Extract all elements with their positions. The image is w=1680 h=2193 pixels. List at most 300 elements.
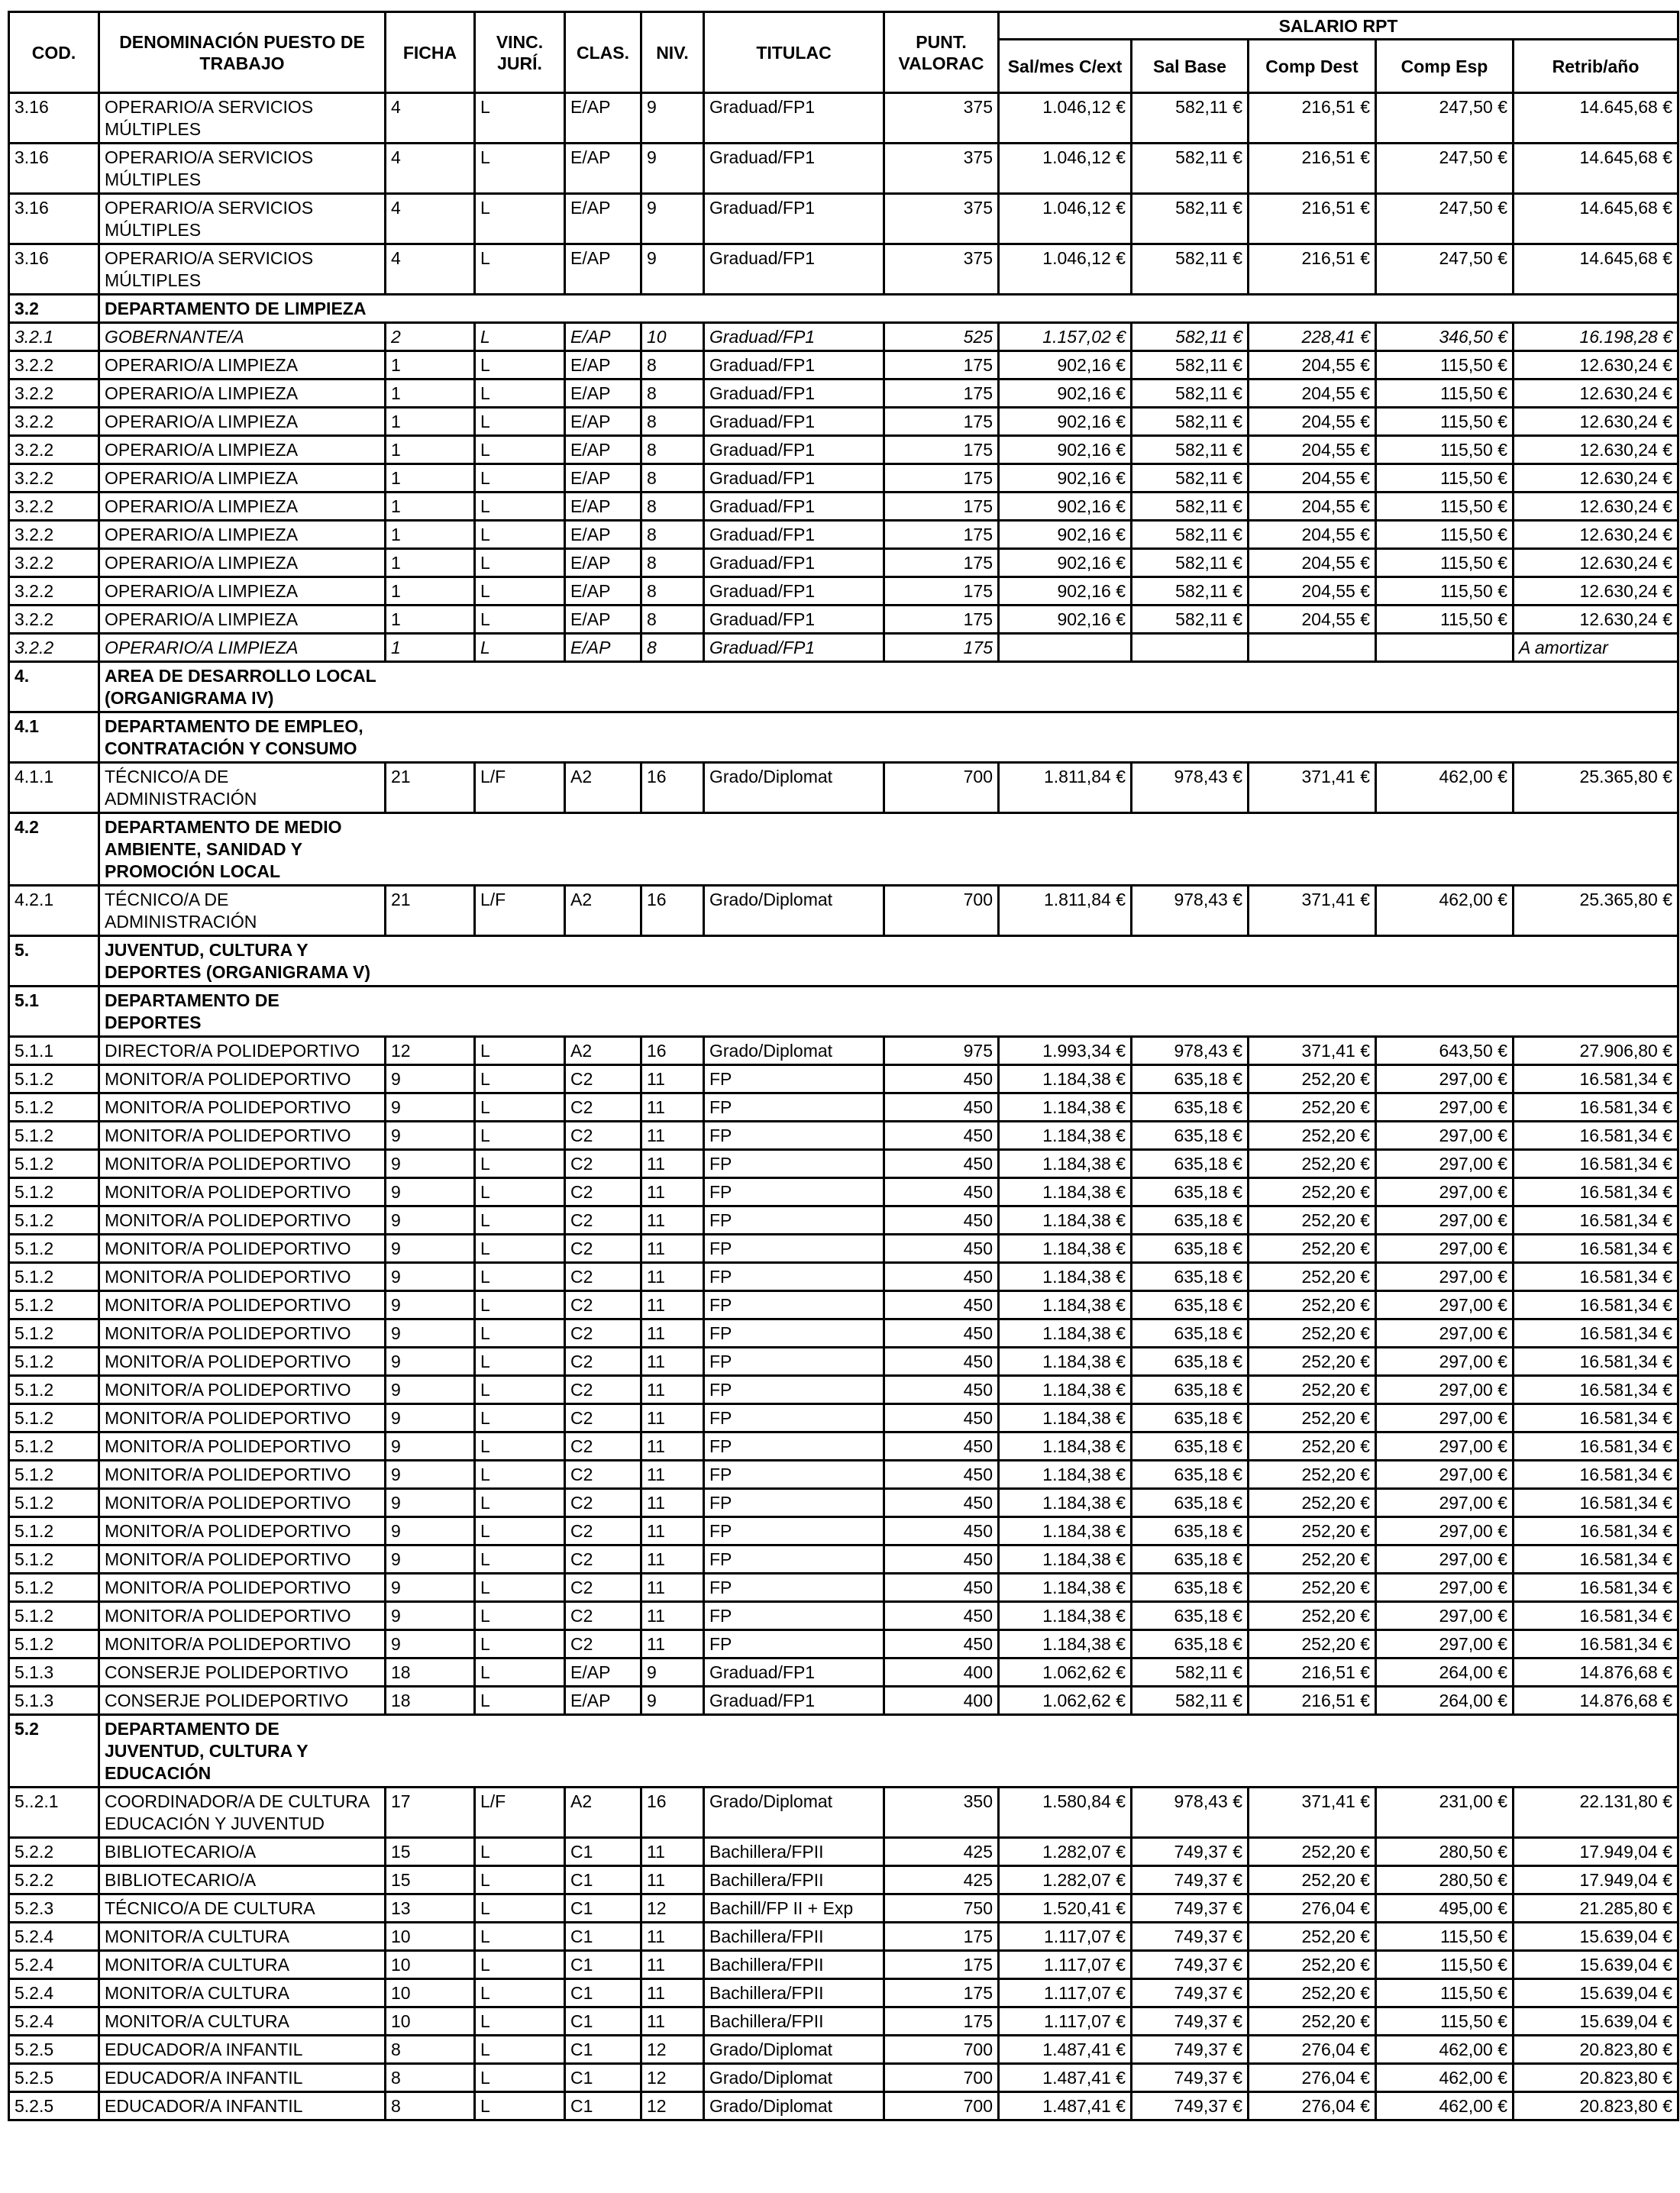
ficha-cell: 9	[386, 1093, 475, 1122]
denominacion-cell: MONITOR/A POLIDEPORTIVO	[99, 1263, 386, 1291]
comp-esp-cell: 115,50 €	[1376, 521, 1514, 549]
retrib-cell: 12.630,24 €	[1514, 493, 1678, 521]
punt-cell: 375	[884, 244, 999, 295]
cod-cell: 5.1.1	[9, 1037, 99, 1065]
denominacion-cell: MONITOR/A POLIDEPORTIVO	[99, 1602, 386, 1630]
vinc-cell: L	[475, 1037, 565, 1065]
punt-cell: 450	[884, 1376, 999, 1404]
comp-dest-cell: 252,20 €	[1249, 1206, 1376, 1235]
sal-base-cell: 635,18 €	[1132, 1263, 1249, 1291]
cod-cell: 5.1.2	[9, 1235, 99, 1263]
comp-dest-cell: 204,55 €	[1249, 351, 1376, 379]
vinc-cell: L	[475, 464, 565, 493]
comp-esp-cell: 297,00 €	[1376, 1206, 1514, 1235]
sal-mes-cell: 1.184,38 €	[999, 1404, 1132, 1432]
titulac-cell: FP	[704, 1545, 884, 1574]
sal-mes-cell: 1.184,38 €	[999, 1348, 1132, 1376]
denominacion-cell: MONITOR/A POLIDEPORTIVO	[99, 1574, 386, 1602]
vinc-cell: L	[475, 1489, 565, 1517]
denominacion-cell: OPERARIO/A LIMPIEZA	[99, 521, 386, 549]
titulac-cell: FP	[704, 1206, 884, 1235]
ficha-cell: 1	[386, 634, 475, 662]
sal-base-cell: 635,18 €	[1132, 1432, 1249, 1461]
sal-base-cell: 635,18 €	[1132, 1574, 1249, 1602]
sal-base-cell: 582,11 €	[1132, 323, 1249, 351]
niv-cell: 11	[641, 1235, 704, 1263]
niv-cell: 9	[641, 194, 704, 244]
comp-esp-cell: 247,50 €	[1376, 244, 1514, 295]
sal-base-cell: 749,37 €	[1132, 1979, 1249, 2007]
cod-cell: 5.1.2	[9, 1291, 99, 1319]
titulac-cell: FP	[704, 1574, 884, 1602]
retrib-cell: 16.581,34 €	[1514, 1404, 1678, 1432]
vinc-cell: L	[475, 521, 565, 549]
cod-cell: 3.2.1	[9, 323, 99, 351]
comp-esp-cell: 115,50 €	[1376, 577, 1514, 606]
titulac-cell: FP	[704, 1291, 884, 1319]
sal-base-cell: 635,18 €	[1132, 1291, 1249, 1319]
retrib-cell: 15.639,04 €	[1514, 1979, 1678, 2007]
cod-cell: 5.1.2	[9, 1602, 99, 1630]
titulac-cell: FP	[704, 1178, 884, 1206]
denominacion-cell: OPERARIO/A LIMPIEZA	[99, 464, 386, 493]
vinc-cell: L	[475, 1687, 565, 1715]
vinc-cell: L	[475, 493, 565, 521]
table-row	[9, 1951, 1678, 1979]
cod-cell: 5..2.1	[9, 1788, 99, 1838]
niv-cell: 9	[641, 93, 704, 144]
cod-cell: 5.1.2	[9, 1517, 99, 1545]
titulac-cell: FP	[704, 1348, 884, 1376]
comp-esp-cell: 297,00 €	[1376, 1574, 1514, 1602]
niv-cell: 11	[641, 1979, 704, 2007]
niv-cell: 12	[641, 1894, 704, 1923]
clas-cell: A2	[565, 763, 641, 813]
comp-dest-cell: 252,20 €	[1249, 1574, 1376, 1602]
vinc-cell: L	[475, 1348, 565, 1376]
table-row	[9, 549, 1678, 577]
denominacion-cell: MONITOR/A POLIDEPORTIVO	[99, 1489, 386, 1517]
punt-cell: 375	[884, 93, 999, 144]
ficha-cell: 9	[386, 1122, 475, 1150]
ficha-cell: 9	[386, 1404, 475, 1432]
punt-cell: 175	[884, 1979, 999, 2007]
vinc-cell: L	[475, 1923, 565, 1951]
denominacion-cell: OPERARIO/A LIMPIEZA	[99, 549, 386, 577]
niv-cell: 11	[641, 1630, 704, 1658]
ficha-cell: 1	[386, 408, 475, 436]
table-row	[9, 1574, 1678, 1602]
sal-base-cell: 582,11 €	[1132, 1658, 1249, 1687]
clas-cell: C2	[565, 1432, 641, 1461]
header-punt: PUNT. VALORAC	[884, 12, 999, 93]
comp-dest-cell: 371,41 €	[1249, 886, 1376, 936]
sal-mes-cell: 1.157,02 €	[999, 323, 1132, 351]
retrib-cell: 14.645,68 €	[1514, 244, 1678, 295]
table-row	[9, 351, 1678, 379]
titulac-cell: Bachillera/FPII	[704, 1838, 884, 1866]
punt-cell: 175	[884, 2007, 999, 2036]
denominacion-cell: MONITOR/A POLIDEPORTIVO	[99, 1235, 386, 1263]
cod-cell: 5.1.2	[9, 1206, 99, 1235]
sal-mes-cell: 1.184,38 €	[999, 1150, 1132, 1178]
clas-cell: C2	[565, 1291, 641, 1319]
comp-dest-cell: 216,51 €	[1249, 194, 1376, 244]
comp-dest-cell: 204,55 €	[1249, 577, 1376, 606]
niv-cell: 9	[641, 1687, 704, 1715]
header-titulac: TITULAC	[704, 12, 884, 93]
punt-cell: 375	[884, 144, 999, 194]
clas-cell: C2	[565, 1348, 641, 1376]
section-empty	[386, 813, 1678, 886]
denominacion-cell: MONITOR/A CULTURA	[99, 2007, 386, 2036]
table-row	[9, 1545, 1678, 1574]
table-row	[9, 1206, 1678, 1235]
header-salario-group: SALARIO RPT	[999, 12, 1678, 40]
comp-esp-cell: 297,00 €	[1376, 1291, 1514, 1319]
cod-cell: 5.2.2	[9, 1866, 99, 1894]
vinc-cell: L/F	[475, 1788, 565, 1838]
cod-cell: 5.2.5	[9, 2036, 99, 2064]
titulac-cell: FP	[704, 1376, 884, 1404]
denominacion-cell: EDUCADOR/A INFANTIL	[99, 2064, 386, 2092]
comp-esp-cell: 297,00 €	[1376, 1376, 1514, 1404]
ficha-cell: 1	[386, 379, 475, 408]
table-row	[9, 464, 1678, 493]
ficha-cell: 9	[386, 1489, 475, 1517]
vinc-cell: L	[475, 1178, 565, 1206]
vinc-cell: L/F	[475, 763, 565, 813]
retrib-cell: 12.630,24 €	[1514, 351, 1678, 379]
clas-cell: C2	[565, 1545, 641, 1574]
table-row	[9, 1291, 1678, 1319]
vinc-cell: L	[475, 1838, 565, 1866]
sal-mes-cell: 1.184,38 €	[999, 1235, 1132, 1263]
comp-esp-cell: 297,00 €	[1376, 1461, 1514, 1489]
niv-cell: 8	[641, 351, 704, 379]
section-row	[9, 712, 1678, 763]
comp-esp-cell: 297,00 €	[1376, 1150, 1514, 1178]
sal-base-cell: 635,18 €	[1132, 1545, 1249, 1574]
sal-mes-cell: 1.184,38 €	[999, 1376, 1132, 1404]
clas-cell: E/AP	[565, 244, 641, 295]
table-row	[9, 1376, 1678, 1404]
sal-mes-cell: 1.184,38 €	[999, 1206, 1132, 1235]
clas-cell: C1	[565, 2064, 641, 2092]
table-row	[9, 634, 1678, 662]
table-row	[9, 1489, 1678, 1517]
retrib-cell: 16.581,34 €	[1514, 1376, 1678, 1404]
retrib-cell: 22.131,80 €	[1514, 1788, 1678, 1838]
denominacion-cell: CONSERJE POLIDEPORTIVO	[99, 1658, 386, 1687]
denominacion-cell: MONITOR/A POLIDEPORTIVO	[99, 1122, 386, 1150]
sal-base-cell: 582,11 €	[1132, 606, 1249, 634]
table-row	[9, 2064, 1678, 2092]
cod-cell: 3.2.2	[9, 436, 99, 464]
sal-mes-cell: 1.046,12 €	[999, 93, 1132, 144]
comp-dest-cell: 204,55 €	[1249, 379, 1376, 408]
sal-mes-cell	[999, 634, 1132, 662]
cod-cell: 5.2.3	[9, 1894, 99, 1923]
retrib-cell: 16.581,34 €	[1514, 1235, 1678, 1263]
titulac-cell: Graduad/FP1	[704, 244, 884, 295]
table-row	[9, 1122, 1678, 1150]
punt-cell: 175	[884, 379, 999, 408]
sal-mes-cell: 902,16 €	[999, 493, 1132, 521]
retrib-cell: 16.581,34 €	[1514, 1545, 1678, 1574]
comp-dest-cell: 252,20 €	[1249, 1319, 1376, 1348]
retrib-cell: 27.906,80 €	[1514, 1037, 1678, 1065]
sal-base-cell: 635,18 €	[1132, 1178, 1249, 1206]
punt-cell: 450	[884, 1348, 999, 1376]
sal-base-cell: 635,18 €	[1132, 1319, 1249, 1348]
clas-cell: C2	[565, 1093, 641, 1122]
section-cod: 4.2	[9, 813, 99, 886]
comp-esp-cell: 115,50 €	[1376, 379, 1514, 408]
vinc-cell: L	[475, 549, 565, 577]
retrib-cell: 12.630,24 €	[1514, 549, 1678, 577]
titulac-cell: FP	[704, 1602, 884, 1630]
niv-cell: 11	[641, 1461, 704, 1489]
denominacion-cell: MONITOR/A POLIDEPORTIVO	[99, 1432, 386, 1461]
ficha-cell: 17	[386, 1788, 475, 1838]
comp-dest-cell: 204,55 €	[1249, 521, 1376, 549]
retrib-cell: 14.645,68 €	[1514, 93, 1678, 144]
table-row	[9, 194, 1678, 244]
clas-cell: E/AP	[565, 436, 641, 464]
ficha-cell: 1	[386, 606, 475, 634]
sal-base-cell: 978,43 €	[1132, 886, 1249, 936]
table-row	[9, 1404, 1678, 1432]
comp-esp-cell: 115,50 €	[1376, 1951, 1514, 1979]
sal-base-cell: 635,18 €	[1132, 1376, 1249, 1404]
retrib-cell: 14.645,68 €	[1514, 194, 1678, 244]
ficha-cell: 9	[386, 1545, 475, 1574]
comp-dest-cell: 252,20 €	[1249, 1489, 1376, 1517]
clas-cell: C2	[565, 1150, 641, 1178]
comp-esp-cell: 297,00 €	[1376, 1489, 1514, 1517]
titulac-cell: FP	[704, 1432, 884, 1461]
clas-cell: E/AP	[565, 606, 641, 634]
vinc-cell: L	[475, 1319, 565, 1348]
retrib-cell: 16.581,34 €	[1514, 1065, 1678, 1093]
table-row	[9, 763, 1678, 813]
retrib-cell: 16.581,34 €	[1514, 1263, 1678, 1291]
comp-dest-cell: 276,04 €	[1249, 2036, 1376, 2064]
retrib-cell: 15.639,04 €	[1514, 2007, 1678, 2036]
denominacion-cell: OPERARIO/A LIMPIEZA	[99, 634, 386, 662]
table-row	[9, 1178, 1678, 1206]
sal-mes-cell: 1.184,38 €	[999, 1602, 1132, 1630]
punt-cell: 425	[884, 1866, 999, 1894]
niv-cell: 11	[641, 1545, 704, 1574]
cod-cell: 3.2.2	[9, 408, 99, 436]
niv-cell: 11	[641, 1348, 704, 1376]
niv-cell: 12	[641, 2064, 704, 2092]
section-row	[9, 662, 1678, 712]
niv-cell: 8	[641, 606, 704, 634]
denominacion-cell: OPERARIO/A LIMPIEZA	[99, 436, 386, 464]
titulac-cell: Graduad/FP1	[704, 1658, 884, 1687]
titulac-cell: Graduad/FP1	[704, 323, 884, 351]
titulac-cell: Graduad/FP1	[704, 93, 884, 144]
niv-cell: 11	[641, 1574, 704, 1602]
clas-cell: A2	[565, 1788, 641, 1838]
comp-esp-cell: 495,00 €	[1376, 1894, 1514, 1923]
comp-esp-cell: 297,00 €	[1376, 1065, 1514, 1093]
titulac-cell: Grado/Diplomat	[704, 763, 884, 813]
comp-esp-cell: 297,00 €	[1376, 1093, 1514, 1122]
denominacion-cell: BIBLIOTECARIO/A	[99, 1866, 386, 1894]
niv-cell: 8	[641, 379, 704, 408]
table-row	[9, 1630, 1678, 1658]
sal-mes-cell: 1.811,84 €	[999, 763, 1132, 813]
sal-mes-cell: 1.117,07 €	[999, 1979, 1132, 2007]
comp-dest-cell: 252,20 €	[1249, 1178, 1376, 1206]
vinc-cell: L	[475, 379, 565, 408]
niv-cell: 9	[641, 244, 704, 295]
comp-dest-cell: 204,55 €	[1249, 549, 1376, 577]
sal-mes-cell: 1.184,38 €	[999, 1065, 1132, 1093]
comp-dest-cell	[1249, 634, 1376, 662]
punt-cell: 700	[884, 2036, 999, 2064]
punt-cell: 450	[884, 1122, 999, 1150]
punt-cell: 450	[884, 1150, 999, 1178]
denominacion-cell: MONITOR/A POLIDEPORTIVO	[99, 1206, 386, 1235]
vinc-cell: L	[475, 1602, 565, 1630]
comp-esp-cell: 297,00 €	[1376, 1517, 1514, 1545]
sal-mes-cell: 1.487,41 €	[999, 2064, 1132, 2092]
retrib-cell: 16.581,34 €	[1514, 1150, 1678, 1178]
titulac-cell: Graduad/FP1	[704, 379, 884, 408]
section-empty	[386, 987, 1678, 1037]
retrib-cell: 12.630,24 €	[1514, 521, 1678, 549]
punt-cell: 450	[884, 1291, 999, 1319]
cod-cell: 5.1.2	[9, 1319, 99, 1348]
denominacion-cell: OPERARIO/A LIMPIEZA	[99, 606, 386, 634]
ficha-cell: 9	[386, 1630, 475, 1658]
ficha-cell: 10	[386, 2007, 475, 2036]
denominacion-cell: MONITOR/A POLIDEPORTIVO	[99, 1348, 386, 1376]
titulac-cell: FP	[704, 1404, 884, 1432]
ficha-cell: 1	[386, 549, 475, 577]
vinc-cell: L	[475, 1206, 565, 1235]
vinc-cell: L	[475, 1517, 565, 1545]
niv-cell: 8	[641, 436, 704, 464]
ficha-cell: 4	[386, 93, 475, 144]
vinc-cell: L	[475, 1951, 565, 1979]
ficha-cell: 12	[386, 1037, 475, 1065]
clas-cell: C1	[565, 1951, 641, 1979]
comp-esp-cell: 115,50 €	[1376, 549, 1514, 577]
retrib-cell: 12.630,24 €	[1514, 408, 1678, 436]
clas-cell: E/AP	[565, 1658, 641, 1687]
ficha-cell: 18	[386, 1687, 475, 1715]
sal-mes-cell: 1.184,38 €	[999, 1574, 1132, 1602]
comp-esp-cell: 115,50 €	[1376, 493, 1514, 521]
sal-mes-cell: 1.282,07 €	[999, 1838, 1132, 1866]
retrib-cell: 16.581,34 €	[1514, 1206, 1678, 1235]
niv-cell: 12	[641, 2036, 704, 2064]
titulac-cell: Graduad/FP1	[704, 144, 884, 194]
table-row	[9, 1461, 1678, 1489]
cod-cell: 4.1.1	[9, 763, 99, 813]
niv-cell: 11	[641, 1122, 704, 1150]
sal-base-cell: 749,37 €	[1132, 1866, 1249, 1894]
table-row	[9, 521, 1678, 549]
sal-base-cell: 749,37 €	[1132, 1951, 1249, 1979]
comp-esp-cell	[1376, 634, 1514, 662]
sal-mes-cell: 1.282,07 €	[999, 1866, 1132, 1894]
sal-mes-cell: 1.046,12 €	[999, 144, 1132, 194]
sal-mes-cell: 1.117,07 €	[999, 1923, 1132, 1951]
clas-cell: C2	[565, 1404, 641, 1432]
ficha-cell: 1	[386, 436, 475, 464]
sal-base-cell: 635,18 €	[1132, 1602, 1249, 1630]
comp-dest-cell: 204,55 €	[1249, 493, 1376, 521]
vinc-cell: L	[475, 323, 565, 351]
cod-cell: 5.1.2	[9, 1263, 99, 1291]
clas-cell: C1	[565, 1923, 641, 1951]
sal-mes-cell: 902,16 €	[999, 464, 1132, 493]
niv-cell: 8	[641, 634, 704, 662]
comp-esp-cell: 297,00 €	[1376, 1178, 1514, 1206]
clas-cell: E/AP	[565, 521, 641, 549]
vinc-cell: L	[475, 351, 565, 379]
clas-cell: C1	[565, 2036, 641, 2064]
vinc-cell: L	[475, 1093, 565, 1122]
comp-dest-cell: 252,20 €	[1249, 1263, 1376, 1291]
clas-cell: E/AP	[565, 323, 641, 351]
section-empty	[386, 712, 1678, 763]
punt-cell: 450	[884, 1235, 999, 1263]
niv-cell: 16	[641, 1037, 704, 1065]
niv-cell: 8	[641, 577, 704, 606]
sal-mes-cell: 1.184,38 €	[999, 1291, 1132, 1319]
header-cod: COD.	[9, 12, 99, 93]
niv-cell: 16	[641, 763, 704, 813]
comp-dest-cell: 204,55 €	[1249, 436, 1376, 464]
denominacion-cell: MONITOR/A POLIDEPORTIVO	[99, 1404, 386, 1432]
retrib-cell: 16.198,28 €	[1514, 323, 1678, 351]
titulac-cell: Graduad/FP1	[704, 634, 884, 662]
retrib-cell: 16.581,34 €	[1514, 1348, 1678, 1376]
table-row	[9, 1319, 1678, 1348]
clas-cell: C2	[565, 1574, 641, 1602]
sal-base-cell: 582,11 €	[1132, 244, 1249, 295]
ficha-cell: 9	[386, 1291, 475, 1319]
sal-base-cell: 635,18 €	[1132, 1065, 1249, 1093]
section-empty	[386, 1715, 1678, 1788]
sal-mes-cell: 902,16 €	[999, 521, 1132, 549]
clas-cell: E/AP	[565, 577, 641, 606]
section-title: DEPARTAMENTO DE LIMPIEZA	[99, 295, 386, 323]
sal-base-cell: 582,11 €	[1132, 436, 1249, 464]
sal-base-cell: 635,18 €	[1132, 1630, 1249, 1658]
punt-cell: 450	[884, 1545, 999, 1574]
punt-cell: 700	[884, 886, 999, 936]
sal-mes-cell: 902,16 €	[999, 408, 1132, 436]
punt-cell: 450	[884, 1178, 999, 1206]
comp-esp-cell: 297,00 €	[1376, 1319, 1514, 1348]
table-row	[9, 408, 1678, 436]
header-niv: NIV.	[641, 12, 704, 93]
retrib-cell: 12.630,24 €	[1514, 379, 1678, 408]
sal-base-cell: 582,11 €	[1132, 379, 1249, 408]
cod-cell: 5.1.2	[9, 1348, 99, 1376]
sal-base-cell: 582,11 €	[1132, 194, 1249, 244]
punt-cell: 175	[884, 408, 999, 436]
